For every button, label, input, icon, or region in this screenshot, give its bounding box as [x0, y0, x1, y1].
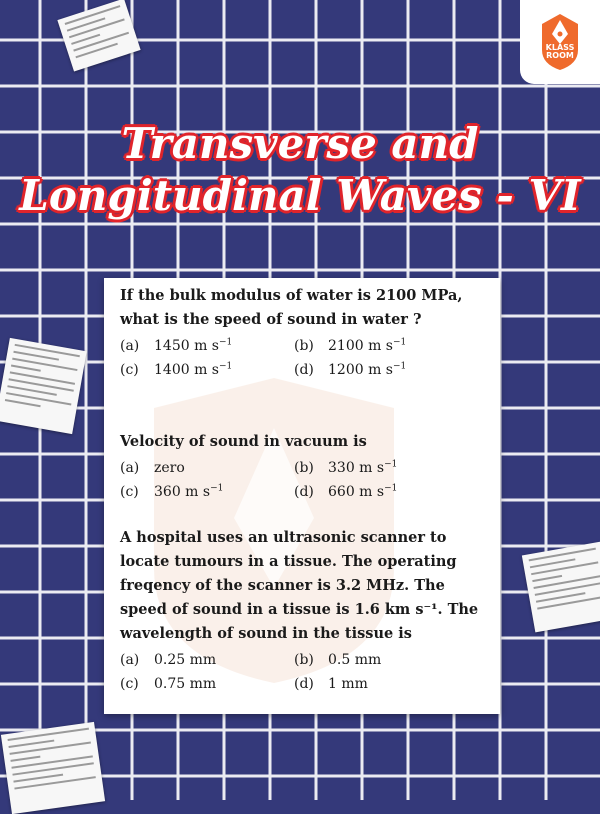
question-3 [120, 526, 486, 696]
option-key: (b) [294, 338, 314, 354]
decorative-note-bottom-left [1, 722, 105, 814]
option-key: (b) [294, 652, 314, 668]
title-line-1: Transverse and [121, 119, 479, 168]
option-key: (a) [120, 652, 140, 668]
klassroom-logo [520, 0, 600, 84]
logo-text-line2: ROOM [546, 51, 574, 60]
option-text: 0.5 mm [328, 652, 382, 668]
option-key: (c) [120, 362, 139, 378]
question-card [104, 278, 500, 714]
option-text: 1 mm [328, 676, 368, 692]
option-key: (a) [120, 338, 140, 354]
option-text: 1200 m $s^{-1}$ [328, 361, 407, 378]
title-line-2: Longitudinal Waves - VI [19, 171, 581, 220]
option-text: zero [154, 460, 185, 476]
option-text: 330 m $s^{-1}$ [328, 459, 398, 476]
option-key: (a) [120, 460, 140, 476]
option-key: (d) [294, 362, 314, 378]
option-text: 660 m $s^{-1}$ [328, 483, 398, 500]
pen-nib-shield-icon [534, 10, 586, 72]
option-text: 1450 m $s^{-1}$ [154, 337, 233, 354]
option-text: 0.75 mm [154, 676, 217, 692]
question-1 [120, 284, 486, 382]
logo-text-line1: KLASS [545, 43, 575, 52]
option-key: (b) [294, 460, 314, 476]
option-key: (c) [120, 676, 139, 692]
page-title [0, 118, 600, 222]
option-text: 1400 m $s^{-1}$ [154, 361, 233, 378]
question-1-stem: If the bulk modulus of water is 2100 MPa, what is the speed of sound in water ? [120, 287, 463, 328]
option-key: (c) [120, 484, 139, 500]
decorative-note-left [0, 338, 87, 434]
question-2 [120, 430, 486, 504]
option-text: 0.25 mm [154, 652, 217, 668]
option-text: 360 m $s^{-1}$ [154, 483, 224, 500]
option-key: (d) [294, 484, 314, 500]
option-key: (d) [294, 676, 314, 692]
question-2-stem: Velocity of sound in vacuum is [120, 433, 367, 450]
question-3-stem: A hospital uses an ultrasonic scanner to locate tumours in a tissue. The operating freqency of the scanner is 3.2 MHz. The speed of sound in a tissue is 1.6 km s⁻¹. The wavelength of sound in the tissue is [120, 529, 479, 642]
decorative-note-right [522, 542, 600, 633]
option-text: 2100 m $s^{-1}$ [328, 337, 407, 354]
